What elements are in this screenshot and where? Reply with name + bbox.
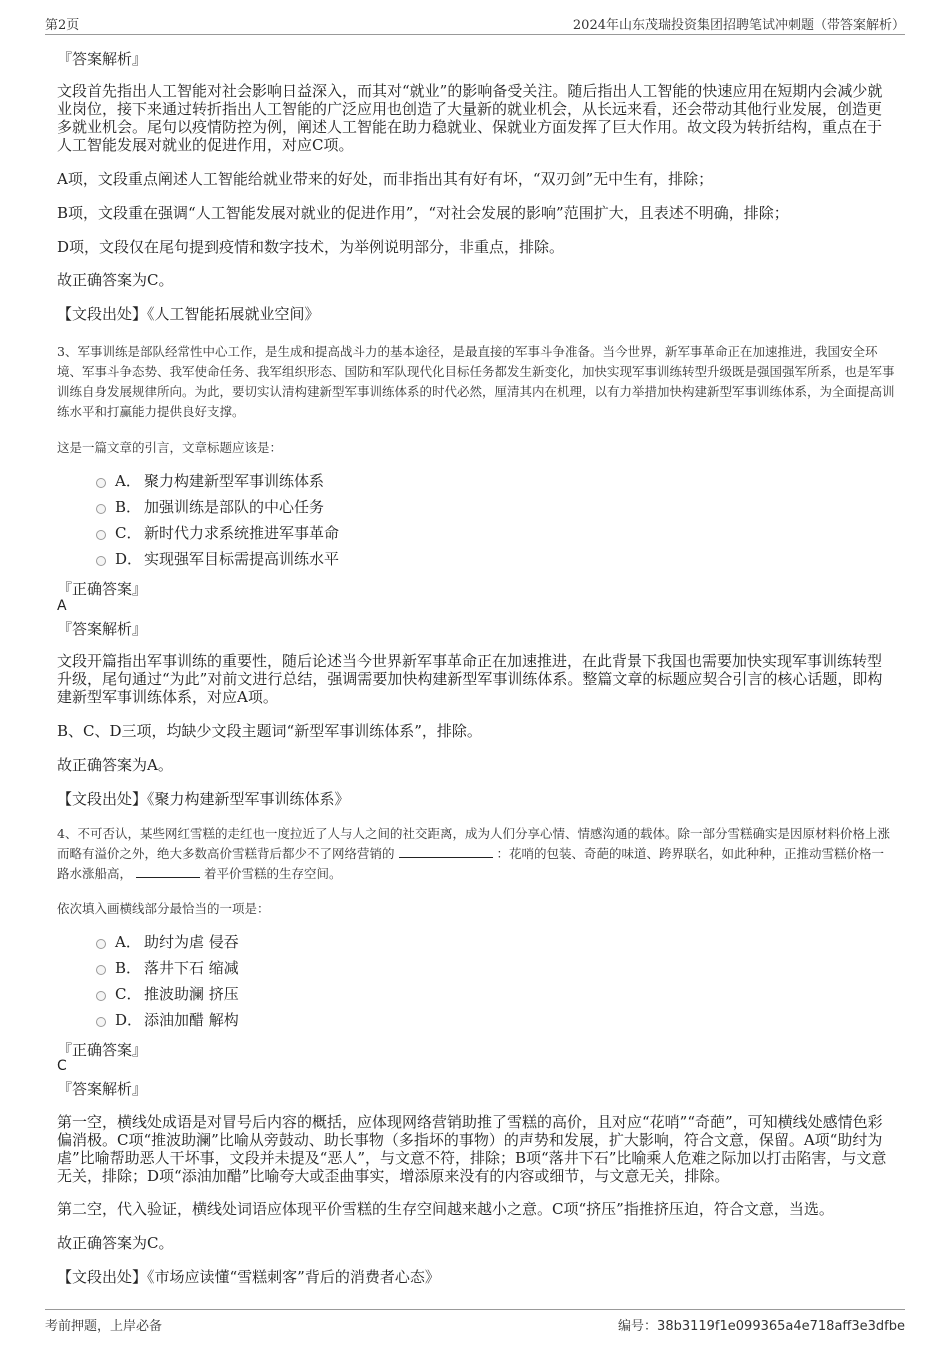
radio-button[interactable] bbox=[96, 504, 106, 514]
analysis-paragraph: 第一空，横线处成语是对冒号后内容的概括，应体现网络营销助推了雪糕的高价，且对应“花哨”“奇葩”，可知横线处感情色彩偏消极。C项“推波助澜”比喻从旁鼓动、助长事物（多指坏的事物）的声势和发展，扩大影响，符合文意，保留。A项“助纣为虐”比喻帮助恶人干坏事，文段并未提及“恶人”，与文意不符，排除；B项“落井下石”比喻乘人危难之际加以打击陷害，与文意无关，排除；D项“添油加醋”比喻夸大或歪曲事实，增添原来没有的内容或细节，与文意无关，排除。 bbox=[57, 1113, 887, 1185]
analysis-label: 『答案解析』 bbox=[57, 1080, 148, 1098]
page-header bbox=[45, 12, 905, 35]
option-letter: D． bbox=[115, 1011, 143, 1029]
radio-button[interactable] bbox=[96, 1017, 106, 1027]
option-letter: A． bbox=[115, 472, 141, 490]
document-title: 2024年山东茂瑞投资集团招聘笔试冲刺题（带答案解析） bbox=[572, 18, 905, 33]
footer-slogan: 考前押题，上岸必备 bbox=[45, 1319, 163, 1334]
question-text-part: 4、不可否认，某些网红雪糕的走红也一度拉近了人与人之间的社交距离，成为人们分享心情、情感沟通的载体。除一部分雪糕确实是因原材料价格上涨而略有溢价之外，绝大多数高价雪糕背后都少不了网络营销的 bbox=[57, 826, 890, 861]
option-letter: C． bbox=[115, 985, 142, 1003]
radio-button[interactable] bbox=[96, 965, 106, 975]
page-footer bbox=[45, 1309, 905, 1334]
question-text-part: ：花哨的包装、奇葩的味道、跨界联名，如此种种，正推动雪糕价格一路水涨船高， bbox=[57, 846, 884, 881]
source-citation: 【文段出处】《聚力构建新型军事训练体系》 bbox=[57, 790, 350, 808]
option-text: 加强训练是部队的中心任务 bbox=[144, 498, 325, 516]
option-letter: C． bbox=[115, 524, 142, 542]
option-text: 新时代力求系统推进军事革命 bbox=[144, 524, 340, 542]
option-text: 助纣为虐 侵吞 bbox=[144, 933, 239, 951]
analysis-paragraph: 文段开篇指出军事训练的重要性，随后论述当今世界新军事革命正在加速推进，在此背景下我国也需要加快实现军事训练转型升级，尾句通过“为此”对前文进行总结，强调需要加快构建新型军事训练体系。整篇文章的标题应契合引言的核心话题，即构建新型军事训练体系，对应A项。 bbox=[57, 652, 883, 706]
option-letter: D． bbox=[115, 550, 143, 568]
question-text bbox=[57, 824, 895, 884]
correct-answer: C bbox=[57, 1058, 67, 1074]
fill-blank bbox=[399, 845, 493, 858]
correct-answer-label: 『正确答案』 bbox=[57, 580, 148, 598]
radio-button[interactable] bbox=[96, 991, 106, 1001]
answer-statement: 故正确答案为C。 bbox=[57, 1234, 174, 1252]
radio-button[interactable] bbox=[96, 478, 106, 488]
option-letter: A． bbox=[115, 933, 141, 951]
analysis-paragraph: D项，文段仅在尾句提到疫情和数字技术，为举例说明部分，非重点，排除。 bbox=[57, 238, 565, 256]
radio-button[interactable] bbox=[96, 939, 106, 949]
radio-button[interactable] bbox=[96, 556, 106, 566]
radio-button[interactable] bbox=[96, 530, 106, 540]
analysis-paragraph: 第二空，代入验证，横线处词语应体现平价雪糕的生存空间越来越小之意。C项“挤压”指推挤压迫，符合文意，当选。 bbox=[57, 1200, 834, 1218]
option-text: 聚力构建新型军事训练体系 bbox=[144, 472, 325, 490]
analysis-label: 『答案解析』 bbox=[57, 620, 148, 638]
code-label: 编号： bbox=[618, 1319, 658, 1334]
option-letter: B． bbox=[115, 959, 142, 977]
analysis-paragraph: B、C、D三项，均缺少文段主题词“新型军事训练体系”，排除。 bbox=[57, 722, 482, 740]
option-text: 添油加醋 解构 bbox=[144, 1011, 239, 1029]
document-code bbox=[618, 1315, 905, 1334]
correct-answer-label: 『正确答案』 bbox=[57, 1041, 148, 1059]
analysis-paragraph: 文段首先指出人工智能对社会影响日益深入，而其对“就业”的影响备受关注。随后指出人工智能的快速应用在短期内会减少就业岗位，接下来通过转折指出人工智能的广泛应用也创造了大量新的就业机会，从长远来看，还会带动其他行业发展，创造更多就业机会。尾句以疫情防控为例，阐述人工智能在助力稳就业、保就业方面发挥了巨大作用。故文段为转折结构，重点在于人工智能发展对就业的促进作用，对应C项。 bbox=[57, 82, 883, 154]
question-text: 3、军事训练是部队经常性中心工作，是生成和提高战斗力的基本途径，是最直接的军事斗争准备。当今世界，新军事革命正在加速推进，我国安全环境、军事斗争态势、我军使命任务、我军组织形态、国防和军队现代化目标任务都发生新变化，加快实现军事训练转型升级既是强国强军所系，也是军事训练自身发展规律所向。为此，要切实认清构建新型军事训练体系的时代必然，厘清其内在机理，以有力举措加快构建新型军事训练体系，为全面提高训练水平和打赢能力提供良好支撑。 bbox=[57, 344, 895, 419]
code-value: 38b3119f1e099365a4e718aff3e3dfbe bbox=[657, 1319, 905, 1334]
answer-statement: 故正确答案为A。 bbox=[57, 756, 173, 774]
source-citation: 【文段出处】《市场应读懂“雪糕刺客”背后的消费者心态》 bbox=[57, 1268, 440, 1286]
page-number: 第2页 bbox=[45, 18, 80, 33]
option-letter: B． bbox=[115, 498, 142, 516]
option-text: 推波助澜 挤压 bbox=[144, 985, 239, 1003]
question-prompt: 依次填入画横线部分最恰当的一项是： bbox=[57, 901, 270, 916]
question-text-part: 着平价雪糕的生存空间。 bbox=[203, 866, 342, 881]
option-text: 落井下石 缩减 bbox=[144, 959, 239, 977]
fill-blank bbox=[136, 865, 200, 878]
analysis-label: 『答案解析』 bbox=[57, 50, 148, 68]
analysis-paragraph: A项，文段重点阐述人工智能给就业带来的好处，而非指出其有好有坏，“双刃剑”无中生有，排除； bbox=[57, 170, 714, 188]
correct-answer: A bbox=[57, 598, 67, 614]
option-text: 实现强军目标需提高训练水平 bbox=[144, 550, 340, 568]
analysis-paragraph: B项，文段重在强调“人工智能发展对就业的促进作用”，“对社会发展的影响”范围扩大，且表述不明确，排除； bbox=[57, 204, 789, 222]
question-prompt: 这是一篇文章的引言，文章标题应该是： bbox=[57, 440, 283, 455]
source-citation: 【文段出处】《人工智能拓展就业空间》 bbox=[57, 305, 320, 323]
answer-statement: 故正确答案为C。 bbox=[57, 271, 174, 289]
